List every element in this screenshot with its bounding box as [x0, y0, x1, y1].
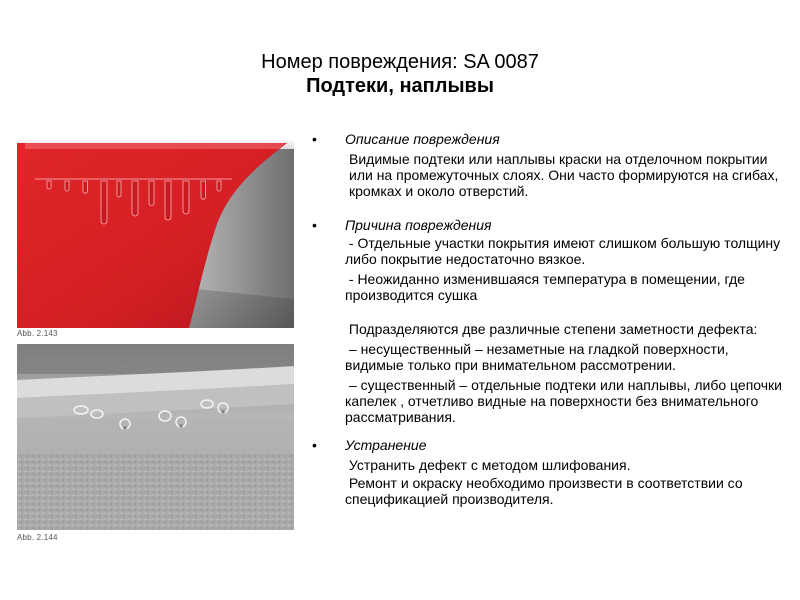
title-block	[0, 50, 800, 98]
section-cause	[312, 217, 790, 425]
bullet: •	[312, 437, 317, 453]
section-heading: Описание повреждения	[345, 131, 500, 147]
section-heading: Причина повреждения	[345, 217, 492, 233]
section-heading: Устранение	[345, 437, 427, 453]
section-paragraph: Подразделяются две различные степени заметности дефекта:	[345, 321, 758, 337]
damage-number-title: Номер повреждения: SA 0087	[261, 51, 539, 73]
section-paragraph: – существенный – отдельные подтеки или наплывы, либо цепочки капелек , отчетливо видные на поверхности без внимательного рассматривания.	[345, 377, 786, 425]
red-panel-drips-photo	[17, 139, 294, 328]
bullet: •	[312, 217, 317, 233]
section-paragraph: - Отдельные участки покрытия имеют слишком большую толщину либо покрытие недостаточно вязкое.	[345, 235, 785, 267]
section-paragraph: - Неожиданно изменившаяся температура в помещении, где производится сушка	[345, 271, 749, 303]
content-column	[312, 131, 790, 509]
figure-caption: Abb. 2.143	[17, 329, 58, 338]
section-paragraph: Устранить дефект с методом шлифования.	[345, 457, 631, 473]
bullet: •	[312, 131, 317, 147]
damage-name-title: Подтеки, наплывы	[306, 75, 494, 97]
section-paragraph: – несущественный – незаметные на гладкой поверхности, видимые только при внимательном рассмотрении.	[345, 341, 733, 373]
section-description	[312, 131, 790, 199]
figure-caption: Abb. 2.144	[17, 533, 58, 542]
section-remedy	[312, 437, 790, 507]
grey-surface-drops-photo	[17, 344, 294, 530]
section-paragraph: Ремонт и окраску необходимо произвести в соответствии со спецификацией производителя.	[345, 475, 747, 507]
section-paragraph: Видимые подтеки или наплывы краски на отделочном покрытии или на промежуточных слоях. Они часто формируются на сгибах, кромках и около отверстий.	[349, 151, 779, 199]
